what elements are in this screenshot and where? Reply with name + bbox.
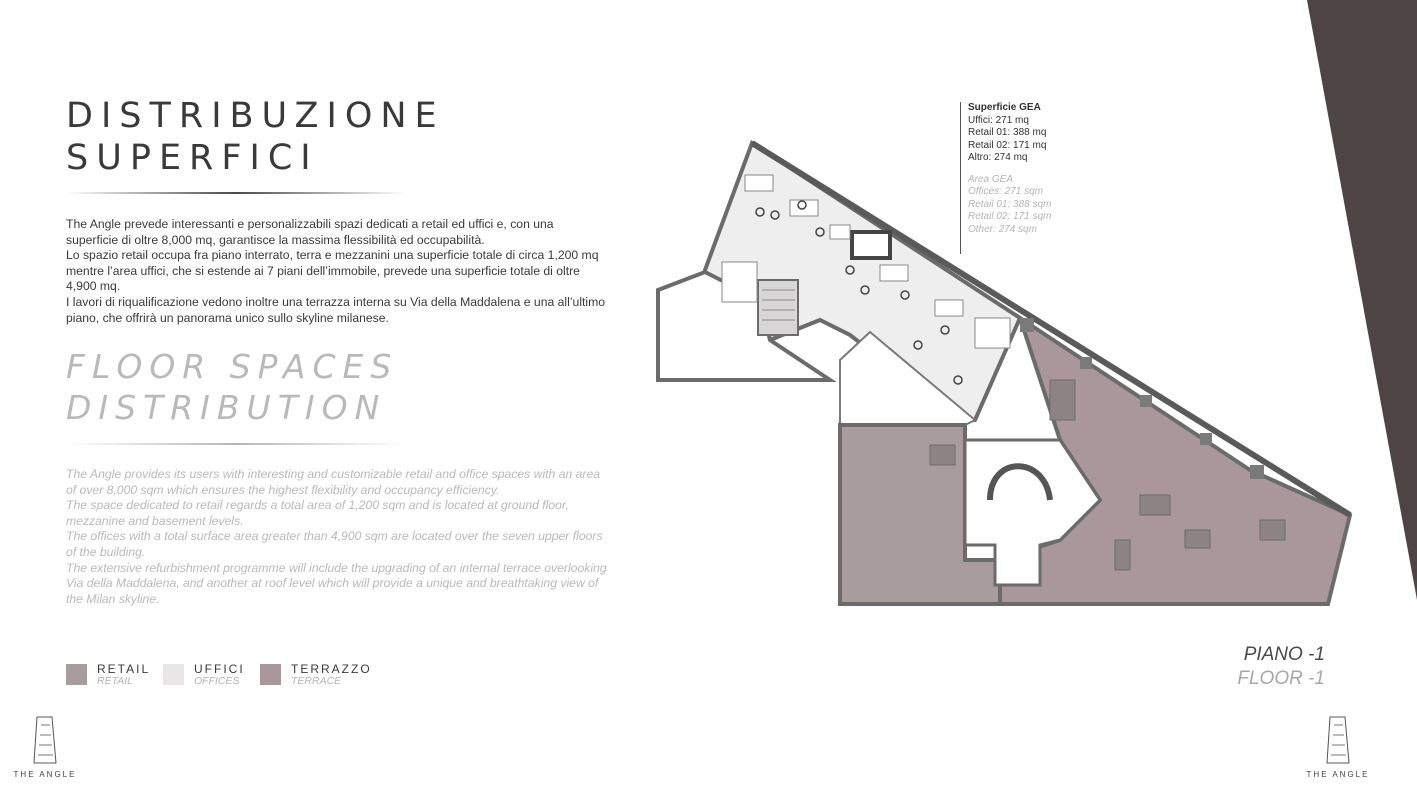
english-title-divider [66, 443, 406, 445]
gea-item: Altro: 274 mq [968, 152, 1028, 163]
legend-label: UFFICI [194, 662, 245, 676]
english-description [66, 467, 611, 607]
floor-plan [652, 135, 1357, 610]
title-line-1: DISTRIBUZIONE [66, 96, 445, 136]
floor-label-en: FLOOR -1 [1237, 668, 1325, 689]
italian-description [66, 217, 606, 326]
floor-label [1237, 643, 1325, 691]
retail-swatch [66, 664, 87, 685]
legend-sublabel: TERRACE [291, 675, 342, 687]
tower-logo-icon [10, 713, 80, 765]
gea-item-en: Offices: 271 sqm [968, 186, 1044, 197]
legend-label: TERRAZZO [291, 662, 372, 676]
english-paragraph: The offices with a total surface area greater than 4,900 sqm are located over the seven upper floors of the building. [66, 529, 603, 559]
logo-right [1303, 713, 1373, 779]
stair-core [758, 280, 798, 335]
tower-logo-icon [1303, 713, 1373, 765]
gea-title-en: Area GEA [968, 173, 1014, 185]
logo-text: THE ANGLE [13, 770, 77, 779]
legend-sublabel: RETAIL [97, 675, 133, 687]
gea-item: Retail 01: 388 mq [968, 127, 1047, 138]
logo-text: THE ANGLE [1306, 770, 1370, 779]
gea-item-en: Other: 274 sqm [968, 223, 1037, 235]
english-title-line-1: FLOOR SPACES [66, 347, 399, 386]
title-divider [66, 192, 406, 194]
english-paragraph: The Angle provides its users with interesting and customizable retail and office spaces with an area of over 8,000 sqm which ensures the highest flexibility and occupancy efficiency. [66, 467, 601, 497]
offices-swatch [163, 664, 184, 685]
english-paragraph: The space dedicated to retail regards a total area of 1,200 sqm and is located at ground floor, mezzanine and basement levels. [66, 498, 569, 528]
legend-sublabel: OFFICES [194, 675, 240, 687]
english-title [66, 346, 398, 428]
title-line-2: SUPERFICI [66, 138, 319, 178]
gea-item-en: Retail 01: 388 sqm [968, 198, 1052, 210]
floor-label-it: PIANO -1 [1243, 644, 1325, 665]
gea-item: Retail 02: 171 mq [968, 139, 1047, 151]
italian-paragraph: I lavori di riqualificazione vedono inoltre una terrazza interna su Via della Maddalena e una all’ultimo piano, che offrirà un panorama unico sullo skyline milanese. [66, 294, 606, 325]
gea-item-en: Retail 02: 171 sqm [968, 211, 1052, 222]
italian-paragraph: The Angle prevede interessanti e personalizzabili spazi dedicati a retail ed uffici e, con una superficie di oltre 8,000 mq, garantisce la massima flessibilità ed occupabilità. [66, 217, 554, 247]
logo-left [10, 713, 80, 779]
terrace-swatch [260, 664, 281, 685]
gea-title: Superficie GEA [968, 102, 1041, 113]
gea-item: Uffici: 271 mq [968, 114, 1029, 126]
elevator-shaft [852, 232, 890, 258]
english-title-line-2: DISTRIBUTION [66, 388, 387, 427]
page-title [66, 95, 445, 179]
legend-label: RETAIL [97, 662, 151, 676]
english-paragraph: The extensive refurbishment programme will include the upgrading of an internal terrace overlooking Via della Maddalena, and another at roof level which will provide a unique and breathtaking view of the Milan skyline. [66, 560, 607, 606]
italian-paragraph: Lo spazio retail occupa fra piano interrato, terra e mezzanini una superficie totale di circa 1,200 mq mentre l’area uffici, che si estende ai 7 piani dell’immobile, prevede una superficie totale di oltre 4,900 mq. [66, 248, 599, 294]
